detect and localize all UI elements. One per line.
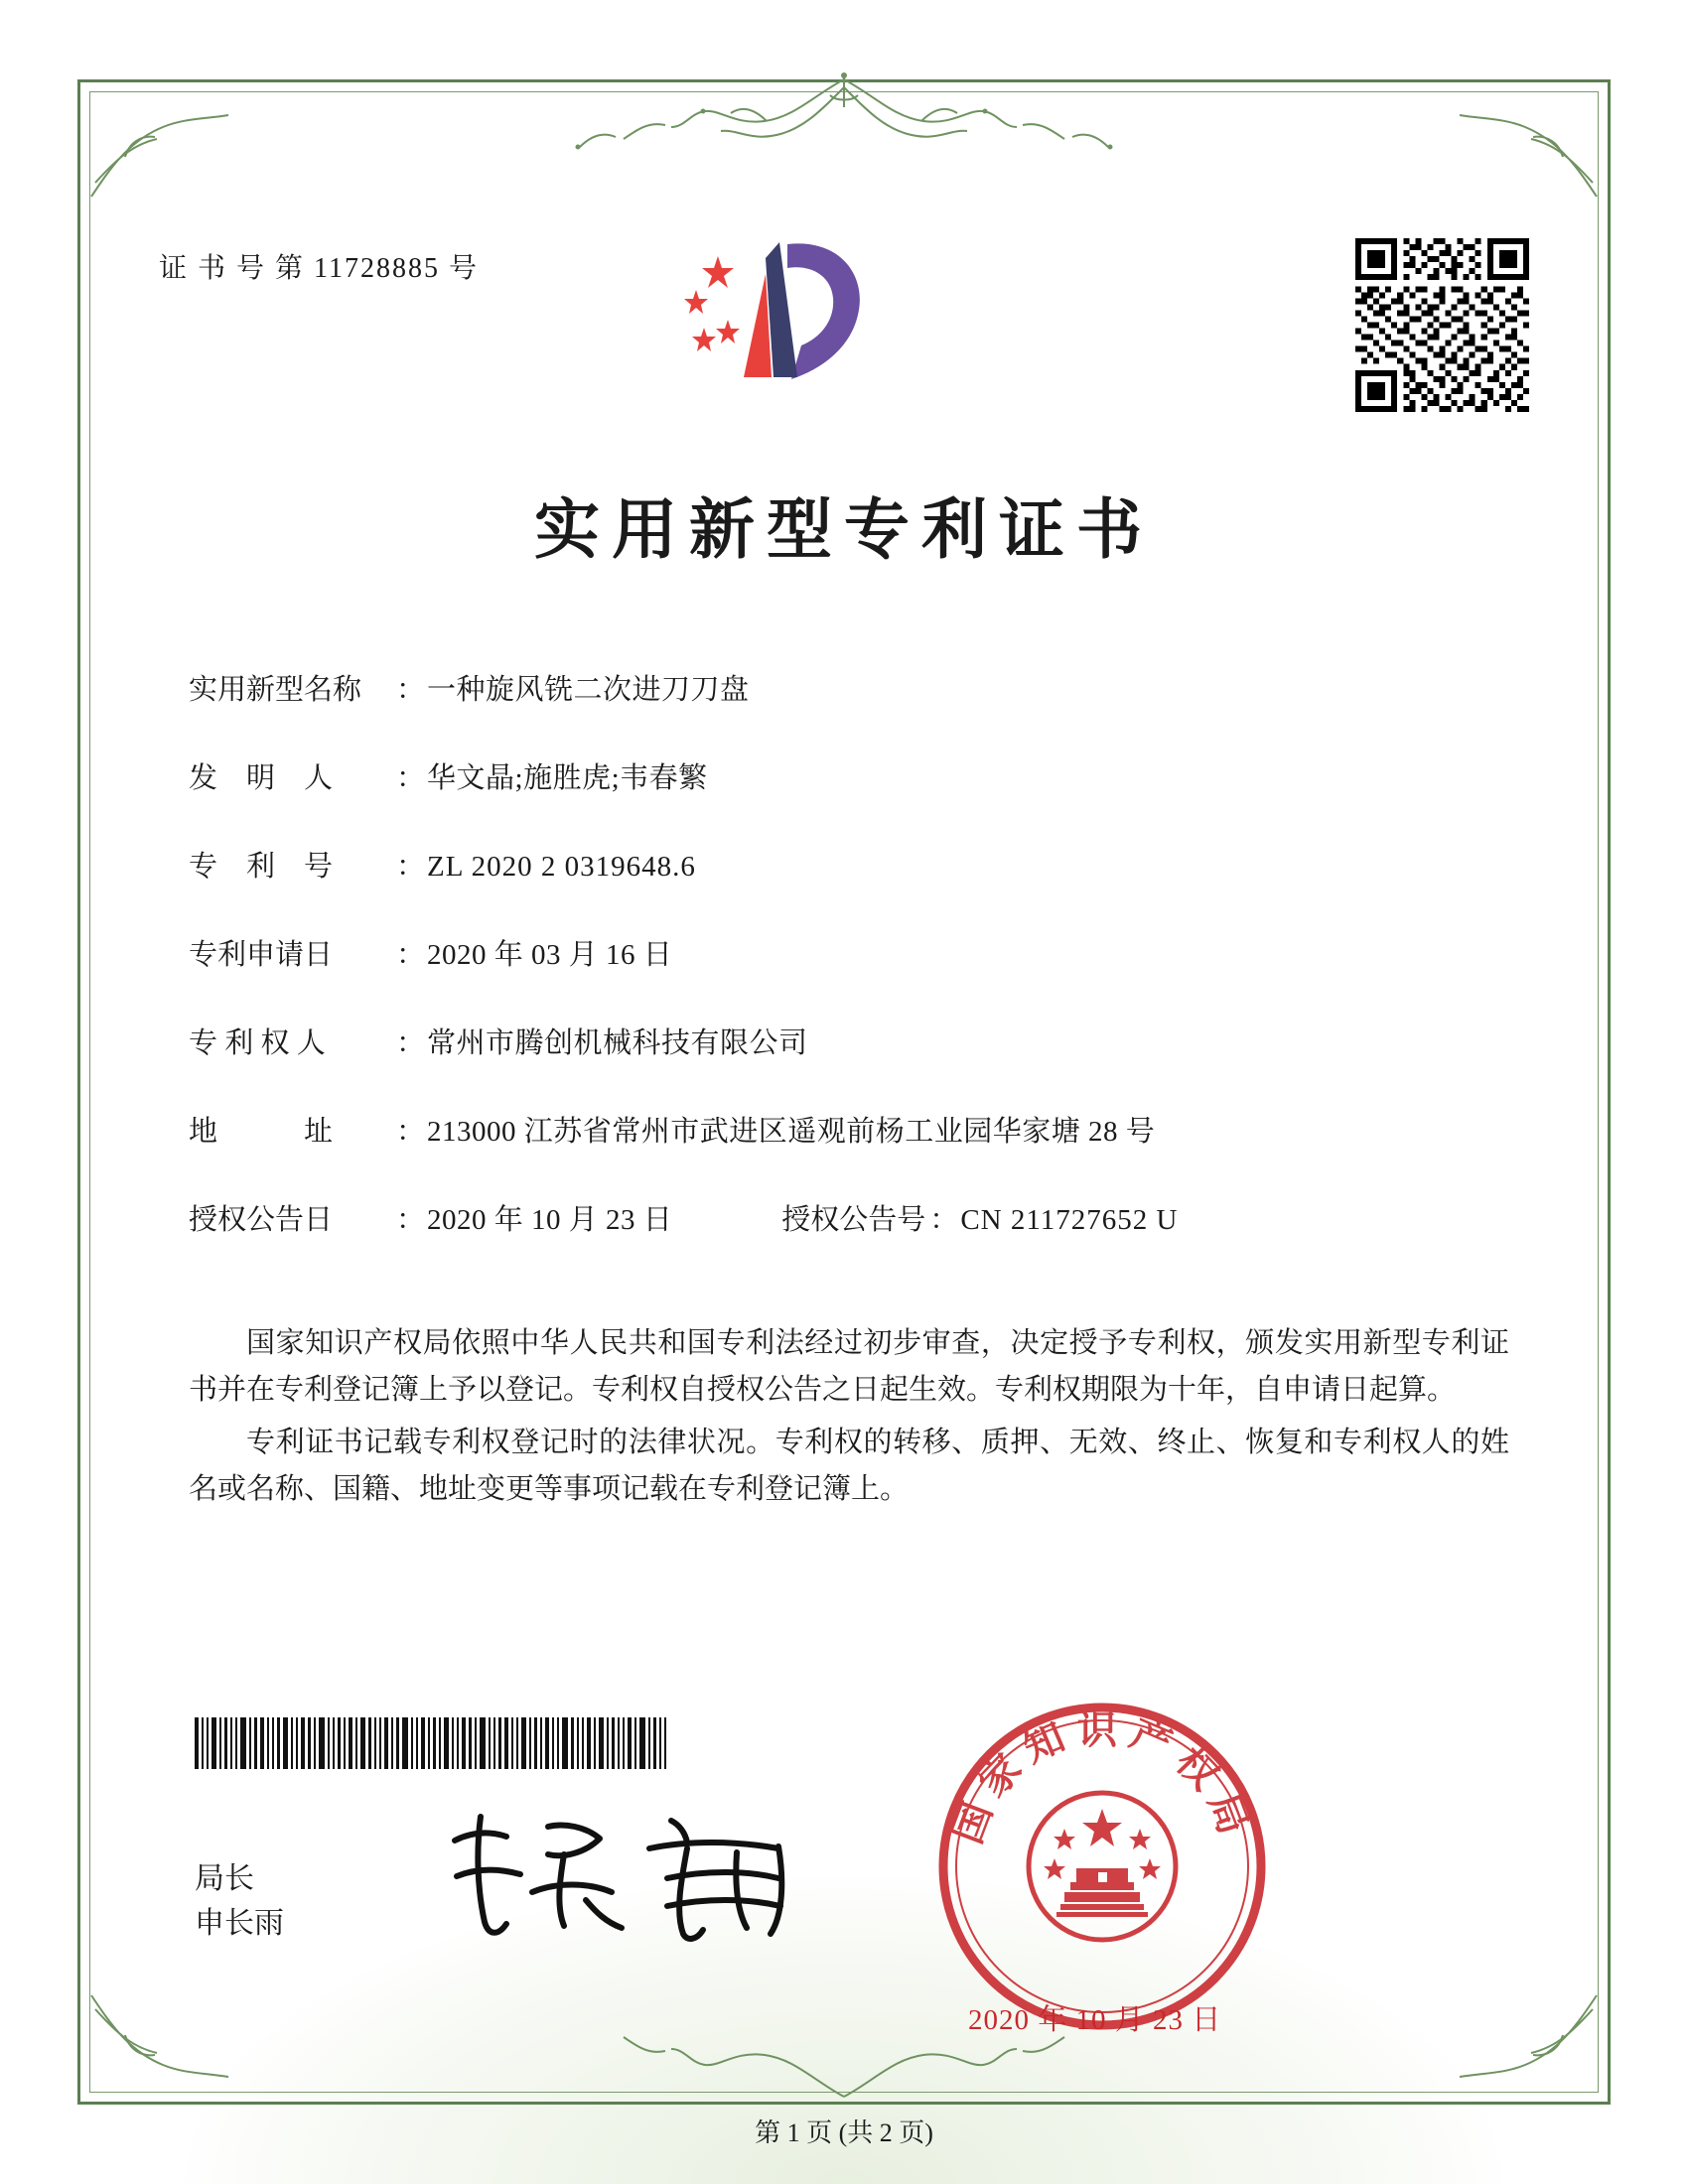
- field-row-patentee: [189, 1021, 1519, 1061]
- field-row-inventor: [189, 755, 1519, 796]
- field-row-address: [189, 1109, 1519, 1150]
- grant-date-value: 2020 年 10 月 23 日: [427, 1204, 673, 1236]
- director-name: 申长雨: [195, 1907, 284, 1940]
- field-colon: ：: [396, 674, 426, 706]
- director-block: [195, 1856, 284, 1946]
- field-label: 发 明 人: [189, 762, 334, 794]
- page-indicator: 第 1 页 (共 2 页): [755, 2118, 933, 2147]
- field-value: ZL 2020 2 0319648.6: [427, 851, 696, 883]
- barcode: [195, 1717, 669, 1769]
- field-value: 华文晶;施胜虎;韦春繁: [427, 762, 708, 794]
- field-list: [189, 667, 1519, 1286]
- field-label: 实用新型名称: [189, 674, 362, 706]
- grant-number-value: CN 211727652 U: [960, 1204, 1179, 1236]
- handwritten-signature-icon: [437, 1797, 814, 1946]
- paragraph-2: 专利证书记载专利权登记时的法律状况。专利权的转移、质押、无效、终止、恢复和专利权人的姓名或名称、国籍、地址变更等事项记载在专利登记簿上。: [189, 1426, 1509, 1505]
- paragraph-1: 国家知识产权局依照中华人民共和国专利法经过初步审查，决定授予专利权，颁发实用新型专利证书并在专利登记簿上予以登记。专利权自授权公告之日起生效。专利权期限为十年，自申请日起算。: [189, 1327, 1509, 1406]
- field-value: 常州市腾创机械科技有限公司: [427, 1027, 808, 1059]
- field-colon: ：: [396, 939, 426, 971]
- svg-text:国家知识产权局: 国家知识产权局: [943, 1706, 1261, 1850]
- field-colon: ：: [396, 1204, 426, 1236]
- field-row-patent-number: [189, 844, 1519, 885]
- field-value: 213000 江苏省常州市武进区遥观前杨工业园华家塘 28 号: [427, 1116, 1156, 1148]
- director-label: 局长: [195, 1862, 254, 1895]
- field-value: 一种旋风铣二次进刀刀盘: [427, 674, 750, 706]
- field-label: 专 利 号: [189, 851, 334, 883]
- field-label: 专利申请日: [189, 939, 334, 971]
- seal-date: 2020 年 10 月 23 日: [968, 2004, 1222, 2036]
- field-row-utility-model-name: [189, 667, 1519, 708]
- field-colon: ：: [396, 762, 426, 794]
- field-label: 专 利 权 人: [189, 1027, 326, 1059]
- legal-text: [189, 1320, 1509, 1519]
- official-seal: [933, 1698, 1271, 2035]
- field-value: 2020 年 03 月 16 日: [427, 939, 673, 971]
- page-title: 实用新型专利证书: [534, 490, 1154, 568]
- field-row-grant-announcement: [189, 1197, 1519, 1238]
- cnipa-logo-icon: [670, 228, 918, 417]
- qr-code-icon: [1355, 238, 1529, 412]
- field-colon: ：: [396, 851, 426, 883]
- field-label: 地 址: [189, 1116, 334, 1148]
- field-colon: ：: [396, 1027, 426, 1059]
- certificate-number: 证 书 号 第 11728885 号: [159, 253, 479, 284]
- grant-number-label: 授权公告号: [781, 1204, 926, 1236]
- grant-date-label: 授权公告日: [189, 1204, 334, 1236]
- field-colon: ：: [929, 1204, 959, 1236]
- field-row-application-date: [189, 932, 1519, 973]
- field-colon: ：: [396, 1116, 426, 1148]
